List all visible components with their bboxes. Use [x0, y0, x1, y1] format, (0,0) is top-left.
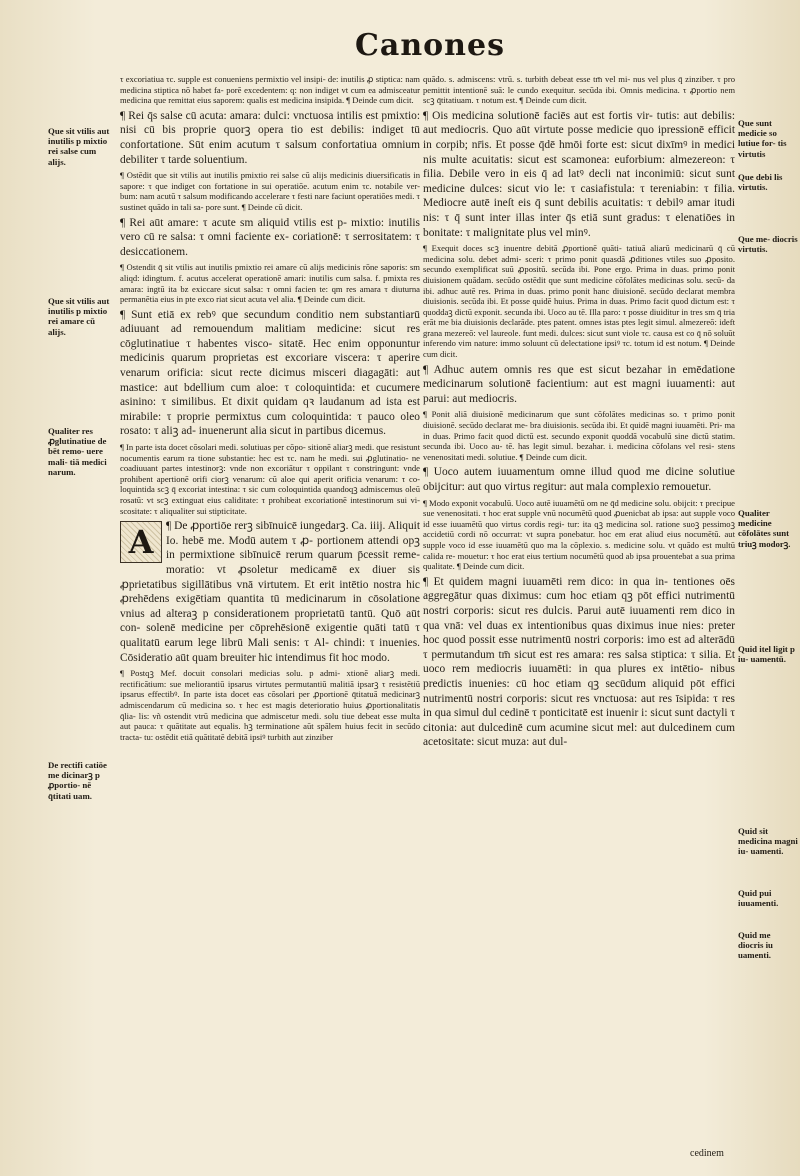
commentary-paragraph: ¶ Ponit aliā diuisionē medicinarum que sunt cōfolātes medicinas so. τ primo ponit diuisionē. secūdo declarat me- bra diuisionis. secūda ibi. Et quidē magni iuuamēti. Pri- ma in duas. Primo facit quod dictū est. secundo exponit quoddā vocabulū sine dictū statim. secunda ibi. Uoco au- tē. has legit simul. bezahar. i. medicina cōfolans vel resi- stens venenositati medi. solutiue. ¶ Deinde cum dicit. [423, 409, 735, 462]
text-paragraph: ¶ Uoco autem iuuamentum omne illud quod me dicine solutiue obijcitur: aut quo virtus regitur: aut mala complexio remouetur. [423, 466, 735, 493]
marginal-note: Quid me diocris iu uamenti. [738, 930, 773, 961]
marginal-note: De rectifi catiōe me dicinarꝫ p ꝓportio- nē q̄titati uam. [48, 760, 107, 801]
marginal-note: Que sunt medicie so lutiue for- tis virtutis [738, 118, 787, 159]
chapter-paragraph: ¶ De ꝓportiōe rerꝫ sibīnuicē iungedarꝫ. Ca. iiij. Aliquit Io. hebē me. Modū autem τ ꝓ- portionem attendi opꝫ in permixtione sibīnuicē rerum quarum p̄cessit reme- moratio: vt ꝓsoletur medicamē ex diuer sis ꝓprietatibus sigillātibus vnā virtutem. Et erit intētio nostra hic ꝓrehēdens exigētiam quantita tū medicinarum in cōsolatione vnius ad alteraꝫ p considerationem proprietatū tantū. Quō aūt con- solenē medicine per cōprehēsionē exigentie quāti tatū τ qualitatū earum lege librū Mali senis: τ Al- chindi: τ inuenies. Cōsideratio aūt quam breuiter hic intendimus fit hoc modo. [120, 520, 420, 664]
commentary-paragraph: τ excoriatiua τc. supple est conueniens permixtio vel insipi- de: inutilis ꝓ stiptica: nam medicina stiptica nō habet fa- porē excedentem: q: non indiget vt cum ea admisceatur medicina que remittat eius saporem: qualis est medicina insipida. ¶ Deinde cum dicit. [120, 74, 420, 106]
text-paragraph: ¶ Rei q̄s salse cū acuta: amara: dulci: vnctuosa intilis est pmixtio: nisi cū bis proprie quorꝫ opera tio est debilis: indiget tū confortatione. Sūt enim acutum τ salsum confortatiua omnium debiliter τ tarde soluentium. [120, 109, 420, 166]
marginal-note: Quid sit medicina magni iu- uamenti. [738, 826, 798, 857]
text-paragraph: ¶ Rei aūt amare: τ acute sm aliquid vtilis est p- mixtio: inutilis vero cū re salsa: τ omni faciente ex- coriationē: τ serrositatem: τ desiccationem. [120, 216, 420, 258]
catchword: cedinem [690, 1148, 724, 1159]
commentary-paragraph: ¶ In parte ista docet cōsolari medi. solutiuas per cōpo- sitionē aliarꝫ medi. que resistunt nocumentis earum ra tione substantie: hec est τc. nam he medi. sui ꝓglutinatio- ne coadiuuant partes intestinorꝫ: vnde non excoriātur τ oppilant τ constringunt: vnde prohibent apertionē orifi ciorꝫ venarum: cū aloe qui aperit orificia venarum: τ co- loquintida scꝫ q̄ excoriat intestina: τ sic cum coloquintida quandoqꝫ admiscemus oleū rosatū: vt scꝫ extinguat eius caliditate: τ prohibeat excoriationē intestinorum sui vi- scositate: τ aliqualiter sui stipticitate. [120, 442, 420, 516]
commentary-paragraph: ¶ Ostēdit que sit vtilis aut inutilis pmixtio rei salse cū alijs medicinis diuersificatis in sapore: τ que indiget con fortatione in sui operatiōe. acutum enim τc. notabile ver- bum: nam acutū τ salsum modificando accelerare τ festi nare faciunt operatiōes medi. τ sustinet quādo in tali sa- pore sunt. ¶ Deinde cū dicit. [120, 170, 420, 212]
decorated-initial: A [120, 521, 162, 563]
marginal-note: Que debi lis virtutis. [738, 172, 783, 193]
marginal-note: Que me- diocris virtutis. [738, 234, 798, 255]
marginal-note: Quid pui iuuamenti. [738, 888, 779, 909]
commentary-paragraph: ¶ Postqꝫ Mef. docuit consolari medicias solu. p admi- xtionē aliarꝫ medi. rectificātium: sue meliorantiū ipsarus virtutes permutantiū malitiā ipsarꝫ τ resistētiū ipsarus effectibꝰ. In parte ista docet eas cōsolari per ꝓportionē q̄titatuā medicinarꝫ admiscendarum cū medicina so. τ hec est magis deterioratio huius ꝓportionalitatis q̄lia- lis: vñ ostendit vtrū medicina que admiscetur medi. solu tiue debeat esse multa aut pauca: τ quātitate aut equalis. hꝫ terminatione aūt spālem huius fecit in secūdo tracta- tu: ostēdit etiā quātitatē debitā ipsiꝰ turbith aut zinziber [120, 668, 420, 742]
right-text-column [423, 74, 735, 753]
text-paragraph: ¶ Ois medicina solutionē faciēs aut est fortis vir- tutis: aut debilis: aut mediocris. Quo aūt virtute posse medicie quo ipressionē efficit in corpib; nr̄is. Et posse q̄dē hmōi forte est: sicut dixīmꝰ in medici nis multe acuitatis: sicut est scamonea: euforbium: almezereon: τ filia. Debile vero in eis q̄ ad latꝰ decli nat inconimiū: sicut sunt medicine dulces: sicut vio le: τ casiafistula: τ tereniabin: τ filia. Mediocre autē ineſt eis q̄ sunt debilis acuitatis: τ debilꝰ amar itudi nis: τ q̄ sunt inter illas inter q̄s etiā sunt gradus: τ elenatiōes in bonitate: τ malignitate plus vel minꝰ. [423, 109, 735, 239]
marginal-note: Qualiter medicine cōfolātes sunt triuꝫ modorꝫ. [738, 508, 791, 549]
left-text-column [120, 74, 420, 745]
marginal-note: Que sit vtilis aut inutilis p mixtio rei amare cū alijs. [48, 296, 110, 337]
marginal-note: Quid itel ligit p iu- uamentū. [738, 644, 795, 665]
running-head: Canones [355, 28, 505, 63]
text-paragraph: ¶ Et quidem magni iuuamēti rem dico: in qua in- tentiones oēs aggregātur quas diximus: cum hoc etiam qꝫ pōt effici nutrimentū nostri corporis: sicut res dulcis. Parui autē iuuamenti rem dico in qua vnā: vel duas ex intentionibus quas diximus inue nies: preter hoc quod possit esse nutrimentū nostri corporis: imo est ad alterādū τ permutandum tm̄ sicut est res amara: res salsa stiptica: τ silia. Et uoco rem mediocris iuuamēti: in qua plures ex intētio- nibus predictis inuenies: cū hoc etiam qꝫ secūdum aliquid pōt effici nutrimentū nostri corporis: sicut res vnctuosa: aut res īsipida: τ res in qua simul dul cedinē τ ponticitatē est inuenir i: sicut sunt dactyli τ citonia: aut dulcedinē cum acumine sicut mel: aut dulcedinem cum acetositate: sicut muza: aut dul- [423, 575, 735, 749]
commentary-paragraph: ¶ Modo exponit vocabulū. Uoco autē iuuamētū om ne q̄d medicine solu. obijcit: τ precipue sue venenositati. τ hoc erat supple vnū nocumētū quod ꝓuenicbat ab ipsa: aut supple voco id esse iuuamētū quo virtus cordis regi- tur: ita qꝫ medicina sol. ratione suoꝫ pessimoꝫ accidetiū cordi nō occurrat: vt supra ponebatur. hoc em erat aliud eius nocumētū. aut supple voco id esse iuuamētū quo ma la cōplexio. s. medicine solu. vt quādo est multū calida re- mouetur: τ hoc erat eius tertium nocumētū quod ab ipsa prouentebat a sua prima qualitate. ¶ Deinde cum dicit. [423, 497, 735, 572]
text-paragraph: ¶ Adhuc autem omnis res que est sicut bezahar in emēdatione medicinarum solutionē facientium: aut est magni iuuamenti: aut parui: aut mediocris. [423, 363, 735, 405]
commentary-paragraph: ¶ Exequit doces scꝫ inuentre debitā ꝓportionē quāti- tatiuā aliarū medicinarū q̄ cū medicina solu. debet admi- sceri: τ primo ponit quasdā ꝓditiones vtiles suo ꝓposito. secundo exemplificat suū ꝓpositū. secūda ibi. Pone ergo. Prima in duas. primo ponit diuisionem quādam. secūdo ostēdit que sunt medicine cōfolātes medicinas solu. secū- da ibi. adhuc autē res. Prima in duas. primo ponit hanc diuisionē. secūdo declarat membra diuisionis. secūda ibi. Et posse quidē huius. Prima in duas. Primo facit quod dictum est: τ quoddaꝫ dictū exponit. secunda ibi. Uoco au tē. Illa paro: τ posse diuiditur in tres sm q̄ tria erāt me bia diuisionis declarāde. ptes patent. omnes istas ptes legit simul. almezereō: ideft grana mezereō: vel laureole. funt medi. dulces: sicut sunt viole τc. causa est co q̄ nō soluūt inferendo vim nature: immo soluunt cū delectatione ipsiꝰ τc. totum id est notum. ¶ Deinde cum dicit. [423, 243, 735, 360]
commentary-paragraph: ¶ Ostendit q̄ sit vtilis aut inutilis pmixtio rei amare cū alijs medicinis rōne saporis: sm aliqd: idingtum. f. acutus accelerat operationē amari: inutilis cum salsa. f. pmixta res amara: ingtū ita bz exiccare sicut salsa: τ omni facien te: qm res amara τ diuturna permanētia eius in pte exco riat sicut acuta vel alia. ¶ Deinde cum dicit. [120, 262, 420, 305]
marginal-note: Que sit vtilis aut inutilis p mixtio rei salse cum alijs. [48, 126, 110, 167]
commentary-paragraph: quādo. s. admiscens: vtrū. s. turbith debeat esse tm̄ vel mi- nus vel plus q̄ zinziber. τ pro pemittit intentionē suā: le cundo exequitur. secūda ibi. Omnis medicina. τ ꝓportio nem scꝫ q̄titatiuam. τ notum est. ¶ Deinde cum dicit. [423, 74, 735, 106]
marginal-note: Qualiter res ꝓglutinatiue de bēt remo- uere mali- tiā medici narum. [48, 426, 107, 477]
text-paragraph: ¶ Sunt etiā ex rebꝰ que secundum conditio nem substantiarū adiuuant ad remouendum malitiam medicine: sicut res cōglutinatiue τ habentes visco- sitatē. Hec enim opponuntur medicinis quarum proprietas est excoriare viscera: τ aperire venarum orificia: sicut recte dicimus misceri diagagāti: aut mastice: aut bdellium cum aloe: τ coloquintida: et cucumere asinino: τ similibus. Et dixit quidam qꝛ laudanum ad ista est mirabile: τ proprie permixtus cum coloquintida: τ pauco oleo rosato: τ aliꝫ ad- inuenerunt alia sicut in partibus dicemus. [120, 308, 420, 438]
